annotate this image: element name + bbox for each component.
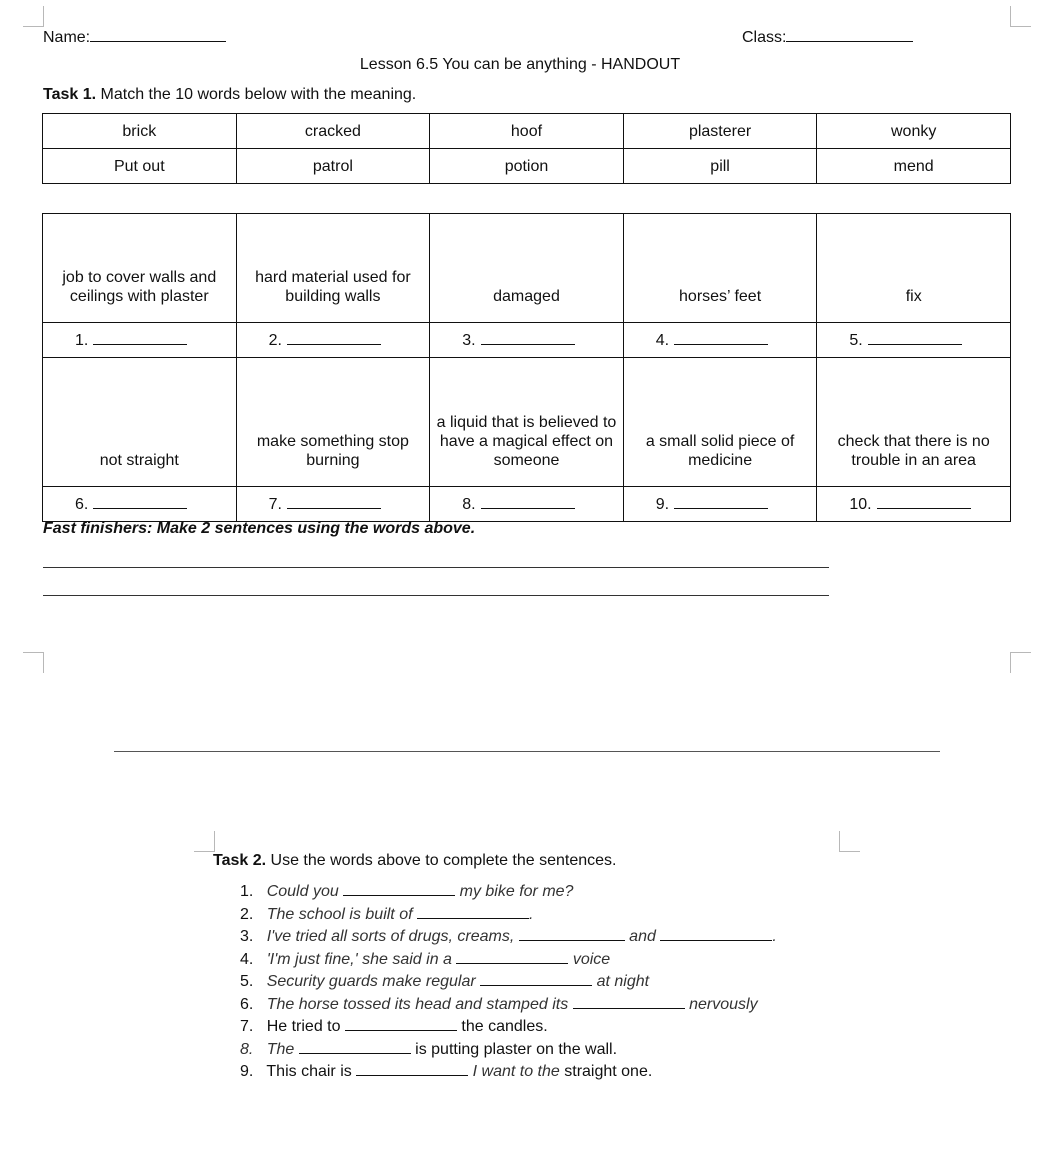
sentence-blank[interactable] — [573, 996, 685, 1009]
sentence-blank[interactable] — [343, 883, 455, 896]
meaning-cell: check that there is no trouble in an area — [817, 358, 1011, 487]
answer-number: 9. — [655, 495, 670, 513]
word-cell: wonky — [817, 114, 1011, 149]
sentence-text: I want to the — [468, 1063, 560, 1080]
sentence-number: 4. — [240, 950, 254, 968]
sentence-text: The — [266, 1040, 299, 1058]
word-cell: mend — [817, 149, 1011, 184]
answer-cell[interactable] — [43, 487, 237, 522]
sentence-blank[interactable] — [345, 1018, 457, 1031]
sentence-text: my bike for me? — [455, 883, 574, 900]
meaning-cell: a small solid piece of medicine — [623, 358, 817, 487]
task1-label: Task 1. — [43, 86, 97, 103]
sentence-number: 9. — [240, 1063, 254, 1080]
sentence-number: 5. — [240, 973, 254, 990]
meaning-cell: fix — [817, 214, 1011, 323]
word-cell: patrol — [236, 149, 430, 184]
page-corner-mark — [1010, 652, 1031, 673]
name-label: Name: — [43, 29, 91, 46]
sentence-blank[interactable] — [480, 973, 592, 986]
answer-cell[interactable] — [43, 323, 237, 358]
word-cell: Put out — [43, 149, 237, 184]
sentence-text: The school is built of — [266, 905, 417, 923]
page-divider — [114, 751, 940, 752]
sentence-item — [240, 995, 777, 1018]
answer-cell[interactable] — [430, 487, 624, 522]
answer-cell[interactable] — [623, 323, 817, 358]
sentence-number: 2. — [240, 905, 254, 923]
name-blank[interactable] — [90, 27, 226, 42]
writing-line[interactable] — [43, 595, 829, 596]
answer-blank[interactable] — [481, 332, 575, 345]
sentence-text: straight one. — [559, 1063, 653, 1080]
meaning-cell: job to cover walls and ceilings with plaster — [43, 214, 237, 323]
page-title: Lesson 6.5 You can be anything - HANDOUT — [359, 56, 681, 73]
answer-cell[interactable] — [236, 487, 430, 522]
answer-cell[interactable] — [817, 323, 1011, 358]
answer-number: 5. — [849, 331, 863, 349]
sentence-blank[interactable] — [456, 951, 568, 964]
word-cell: brick — [43, 114, 237, 149]
page-corner-mark — [839, 831, 860, 852]
task1-text: Match the 10 words below with the meaning. — [96, 86, 417, 103]
sentence-text: the candles. — [456, 1018, 548, 1035]
sentence-item — [240, 1040, 777, 1063]
sentence-number: 6. — [240, 995, 254, 1013]
sentence-blank[interactable] — [356, 1063, 468, 1076]
sentence-text: nervously — [684, 995, 758, 1013]
sentence-item — [240, 950, 777, 973]
class-blank[interactable] — [786, 27, 913, 42]
answer-number: 4. — [655, 331, 670, 349]
sentence-item — [240, 905, 777, 928]
page-corner-mark — [1010, 6, 1031, 27]
answer-number: 8. — [462, 495, 476, 513]
sentence-item — [240, 1017, 777, 1040]
word-cell: cracked — [236, 114, 430, 149]
answer-blank[interactable] — [481, 496, 575, 509]
sentence-text: Security guards make regular — [266, 973, 481, 990]
sentence-list — [240, 882, 777, 1085]
meaning-table — [42, 213, 1011, 522]
name-field[interactable] — [43, 27, 226, 47]
sentence-text: He tried to — [266, 1018, 345, 1035]
answer-number: 2. — [268, 331, 282, 349]
sentence-text: . — [528, 905, 534, 923]
meaning-cell: damaged — [430, 214, 624, 323]
sentence-item — [240, 927, 777, 950]
answer-blank[interactable] — [868, 332, 962, 345]
writing-line[interactable] — [43, 567, 829, 568]
meaning-cell: not straight — [43, 358, 237, 487]
sentence-text: This chair is — [266, 1063, 357, 1080]
answer-number: 6. — [75, 495, 89, 513]
sentence-number: 3. — [240, 928, 254, 945]
answer-blank[interactable] — [93, 332, 187, 345]
sentence-item — [240, 882, 777, 905]
word-cell: hoof — [430, 114, 624, 149]
task2-instruction — [213, 852, 617, 870]
task1-instruction — [43, 86, 416, 104]
answer-blank[interactable] — [877, 496, 971, 509]
meaning-cell: a liquid that is believed to have a magical effect on someone — [430, 358, 624, 487]
answer-blank[interactable] — [287, 496, 381, 509]
task2-label: Task 2. — [213, 852, 267, 869]
answer-number: 1. — [75, 331, 89, 349]
sentence-text: is putting plaster on the wall. — [410, 1040, 618, 1058]
sentence-number: 7. — [240, 1018, 254, 1035]
answer-number: 10. — [849, 495, 872, 513]
sentence-item — [240, 1062, 777, 1085]
sentence-text: I've tried all sorts of drugs, creams, — [266, 928, 519, 945]
sentence-text: voice — [568, 950, 611, 968]
sentence-text: The horse tossed its head and stamped its — [266, 995, 573, 1013]
word-cell: potion — [430, 149, 624, 184]
word-table — [42, 113, 1011, 184]
answer-cell[interactable] — [430, 323, 624, 358]
meaning-cell: horses’ feet — [623, 214, 817, 323]
fast-finishers-instruction: Fast finishers: Make 2 sentences using the words above. — [43, 520, 476, 537]
answer-blank[interactable] — [287, 332, 381, 345]
answer-blank[interactable] — [674, 496, 768, 509]
sentence-text: Could you — [266, 883, 344, 900]
meaning-cell: hard material used for building walls — [236, 214, 430, 323]
page-corner-mark — [194, 831, 215, 852]
word-cell: plasterer — [623, 114, 817, 149]
answer-number: 3. — [462, 331, 476, 349]
answer-blank[interactable] — [93, 496, 187, 509]
word-cell: pill — [623, 149, 817, 184]
sentence-blank[interactable] — [519, 928, 625, 941]
answer-number: 7. — [268, 495, 282, 513]
sentence-blank[interactable] — [417, 906, 529, 919]
sentence-number: 1. — [240, 883, 254, 900]
page-corner-mark — [23, 6, 44, 27]
answer-cell[interactable] — [236, 323, 430, 358]
page-corner-mark — [23, 652, 44, 673]
sentence-blank[interactable] — [299, 1041, 411, 1054]
meaning-cell: make something stop burning — [236, 358, 430, 487]
sentence-text: 'I'm just fine,' she said in a — [266, 950, 457, 968]
answer-cell[interactable] — [623, 487, 817, 522]
sentence-text: . — [772, 928, 777, 945]
sentence-item — [240, 972, 777, 995]
sentence-text: at night — [592, 973, 650, 990]
answer-blank[interactable] — [674, 332, 768, 345]
sentence-number: 8. — [240, 1040, 254, 1058]
sentence-text: and — [624, 928, 661, 945]
class-label: Class: — [742, 29, 787, 46]
answer-cell[interactable] — [817, 487, 1011, 522]
sentence-blank[interactable] — [660, 928, 772, 941]
class-field[interactable] — [742, 27, 913, 47]
task2-text: Use the words above to complete the sentences. — [266, 852, 617, 869]
